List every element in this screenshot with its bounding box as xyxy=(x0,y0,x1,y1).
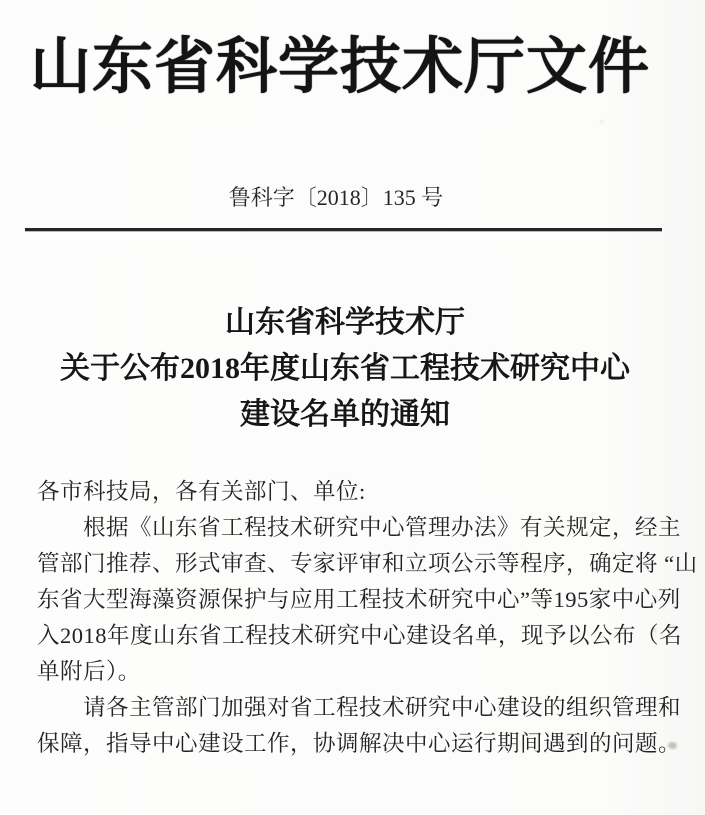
scan-artifact-speck xyxy=(668,742,677,749)
scan-artifact-speck xyxy=(652,628,656,632)
document-number: 鲁科字〔2018〕135 号 xyxy=(228,185,444,210)
notice-title-line-1: 山东省科学技术厅 xyxy=(225,306,465,339)
scan-artifact-speck xyxy=(600,120,603,123)
paragraph-1-line-5: 单附后）。 xyxy=(37,659,141,684)
notice-title xyxy=(0,300,690,438)
paragraph-1-line-4: 入2018年度山东省工程技术研究中心建设名单，现予以公布（名 xyxy=(37,623,683,648)
paragraph-1-line-1: 根据《山东省工程技术研究中心管理办法》有关规定，经主 xyxy=(37,515,682,540)
header-divider-rule xyxy=(25,228,662,231)
document-header-title: 山东省科学技术厅文件 xyxy=(29,34,650,101)
notice-body xyxy=(37,474,698,762)
paragraph-2-line-2: 保障，指导中心建设工作，协调解决中心运行期间遇到的问题。 xyxy=(37,731,682,756)
salutation-line: 各市科技局，各有关部门、单位: xyxy=(37,479,366,504)
notice-title-line-2: 关于公布2018年度山东省工程技术研究中心 xyxy=(60,352,630,385)
paragraph-2-line-1: 请各主管部门加强对省工程技术研究中心建设的组织管理和 xyxy=(37,695,682,720)
paragraph-1-line-2: 管部门推荐、形式审查、专家评审和立项公示等程序，确定将 “山 xyxy=(37,551,698,576)
notice-title-line-3: 建设名单的通知 xyxy=(240,398,450,431)
paragraph-1-line-3: 东省大型海藻资源保护与应用工程技术研究中心”等195家中心列 xyxy=(37,587,681,612)
